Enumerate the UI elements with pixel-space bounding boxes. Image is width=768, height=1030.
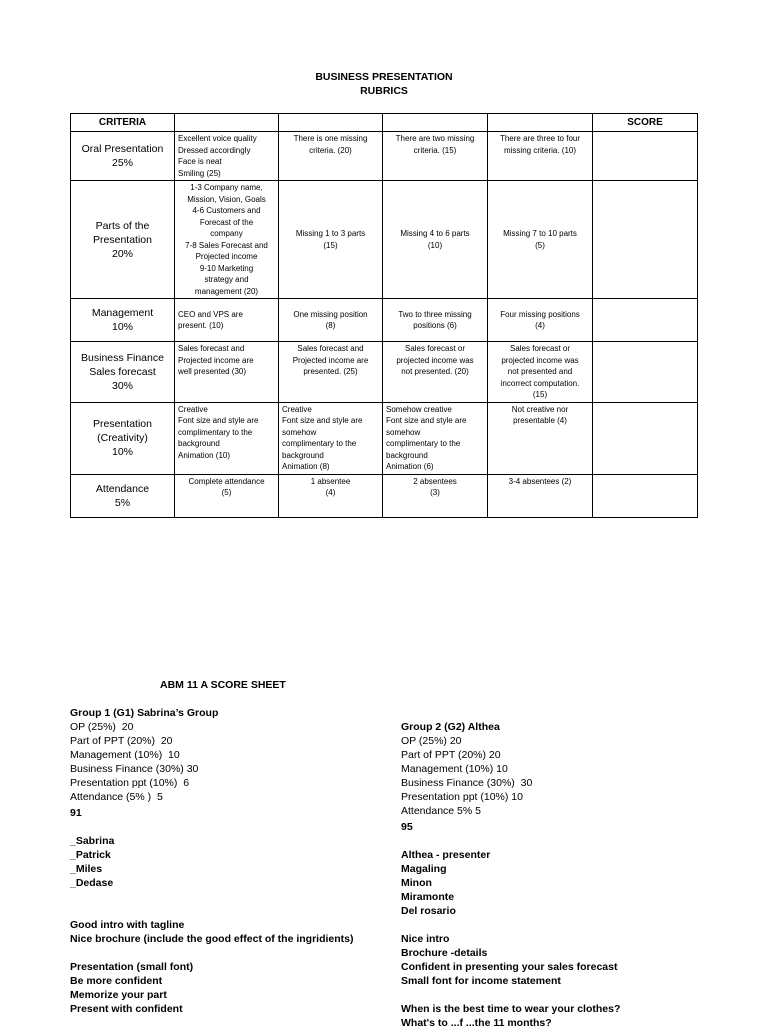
rubric-cell: Sales forecast or projected income was not presented and incorrect computation. (15)	[488, 342, 593, 403]
group2-comments: Nice intro Brochure -details Confident in presenting your sales forecast Small font for income statement When is the best time to wear your clothes? What's to ...f ...the 11 months?	[401, 933, 621, 1029]
table-row	[71, 299, 698, 342]
group1-scores: OP (25%) 20 Part of PPT (20%) 20 Management (10%) 10 Business Finance (30%) 30 Presentation ppt (10%) 6 Attendance (5% ) 5	[70, 721, 199, 803]
score-cell	[593, 299, 698, 342]
header-criteria: CRITERIA	[71, 114, 175, 132]
criteria-cell: Attendance 5%	[71, 474, 175, 517]
rubric-cell: One missing position (8)	[279, 299, 383, 342]
rubric-cell: Four missing positions (4)	[488, 299, 593, 342]
table-row	[71, 181, 698, 299]
table-row	[71, 474, 698, 517]
rubric-cell: 3-4 absentees (2)	[488, 474, 593, 517]
score-cell	[593, 474, 698, 517]
group2-total: 95	[401, 821, 413, 833]
rubric-table	[70, 113, 698, 518]
criteria-cell: Management 10%	[71, 299, 175, 342]
score-cell	[593, 402, 698, 474]
rubric-cell: Not creative nor presentable (4)	[488, 402, 593, 474]
group2-members: Althea - presenter Magaling Minon Miramonte Del rosario	[401, 849, 491, 917]
rubric-cell: There are three to four missing criteria. (10)	[488, 132, 593, 181]
criteria-cell: Presentation (Creativity) 10%	[71, 402, 175, 474]
header-level-4	[488, 114, 593, 132]
group2-title: Group 2 (G2) Althea	[401, 721, 500, 733]
rubric-cell: 2 absentees (3)	[383, 474, 488, 517]
rubric-cell: Excellent voice quality Dressed accordingly Face is neat Smiling (25)	[175, 132, 279, 181]
criteria-cell: Parts of the Presentation 20%	[71, 181, 175, 299]
table-row	[71, 402, 698, 474]
table-row	[71, 132, 698, 181]
rubric-cell: Complete attendance (5)	[175, 474, 279, 517]
group1-total: 91	[70, 807, 82, 819]
rubric-cell: Creative Font size and style are complimentary to the background Animation (10)	[175, 402, 279, 474]
group2-scores: OP (25%) 20 Part of PPT (20%) 20 Management (10%) 10 Business Finance (30%) 30 Presentation ppt (10%) 10 Attendance 5% 5	[401, 735, 533, 817]
rubric-cell: There are two missing criteria. (15)	[383, 132, 488, 181]
score-cell	[593, 342, 698, 403]
rubric-cell: Missing 7 to 10 parts (5)	[488, 181, 593, 299]
document-title: BUSINESS PRESENTATION	[315, 71, 453, 83]
rubric-header-row	[71, 114, 698, 132]
criteria-cell: Oral Presentation 25%	[71, 132, 175, 181]
document-subtitle: RUBRICS	[360, 85, 408, 97]
rubric-cell: Sales forecast or projected income was not presented. (20)	[383, 342, 488, 403]
rubric-cell: Creative Font size and style are somehow complimentary to the background Animation (8)	[279, 402, 383, 474]
header-level-3	[383, 114, 488, 132]
rubric-cell: Missing 4 to 6 parts (10)	[383, 181, 488, 299]
score-cell	[593, 132, 698, 181]
score-sheet-heading: ABM 11 A SCORE SHEET	[160, 679, 286, 691]
rubric-cell: 1 absentee (4)	[279, 474, 383, 517]
rubric-cell: There is one missing criteria. (20)	[279, 132, 383, 181]
rubric-cell: CEO and VPS are present. (10)	[175, 299, 279, 342]
header-score: SCORE	[593, 114, 698, 132]
rubric-cell: Somehow creative Font size and style are somehow complimentary to the background Animation (6)	[383, 402, 488, 474]
header-level-2	[279, 114, 383, 132]
header-level-1	[175, 114, 279, 132]
score-cell	[593, 181, 698, 299]
rubric-cell: Two to three missing positions (6)	[383, 299, 488, 342]
table-row	[71, 342, 698, 403]
rubric-cell: Missing 1 to 3 parts (15)	[279, 181, 383, 299]
criteria-cell: Business Finance Sales forecast 30%	[71, 342, 175, 403]
group1-comments: Good intro with tagline Nice brochure (include the good effect of the ingridients) Presentation (small font) Be more confident Memorize your part Present with confident	[70, 919, 354, 1015]
rubric-cell: Sales forecast and Projected income are presented. (25)	[279, 342, 383, 403]
rubric-cell: Sales forecast and Projected income are well presented (30)	[175, 342, 279, 403]
rubric-cell: 1-3 Company name, Mission, Vision, Goals 4-6 Customers and Forecast of the company 7-8 Sales Forecast and Projected income 9-10 Marketing strategy and management (20)	[175, 181, 279, 299]
group1-members: _Sabrina _Patrick _Miles _Dedase	[70, 835, 115, 889]
group1-title: Group 1 (G1) Sabrina’s Group	[70, 707, 219, 719]
